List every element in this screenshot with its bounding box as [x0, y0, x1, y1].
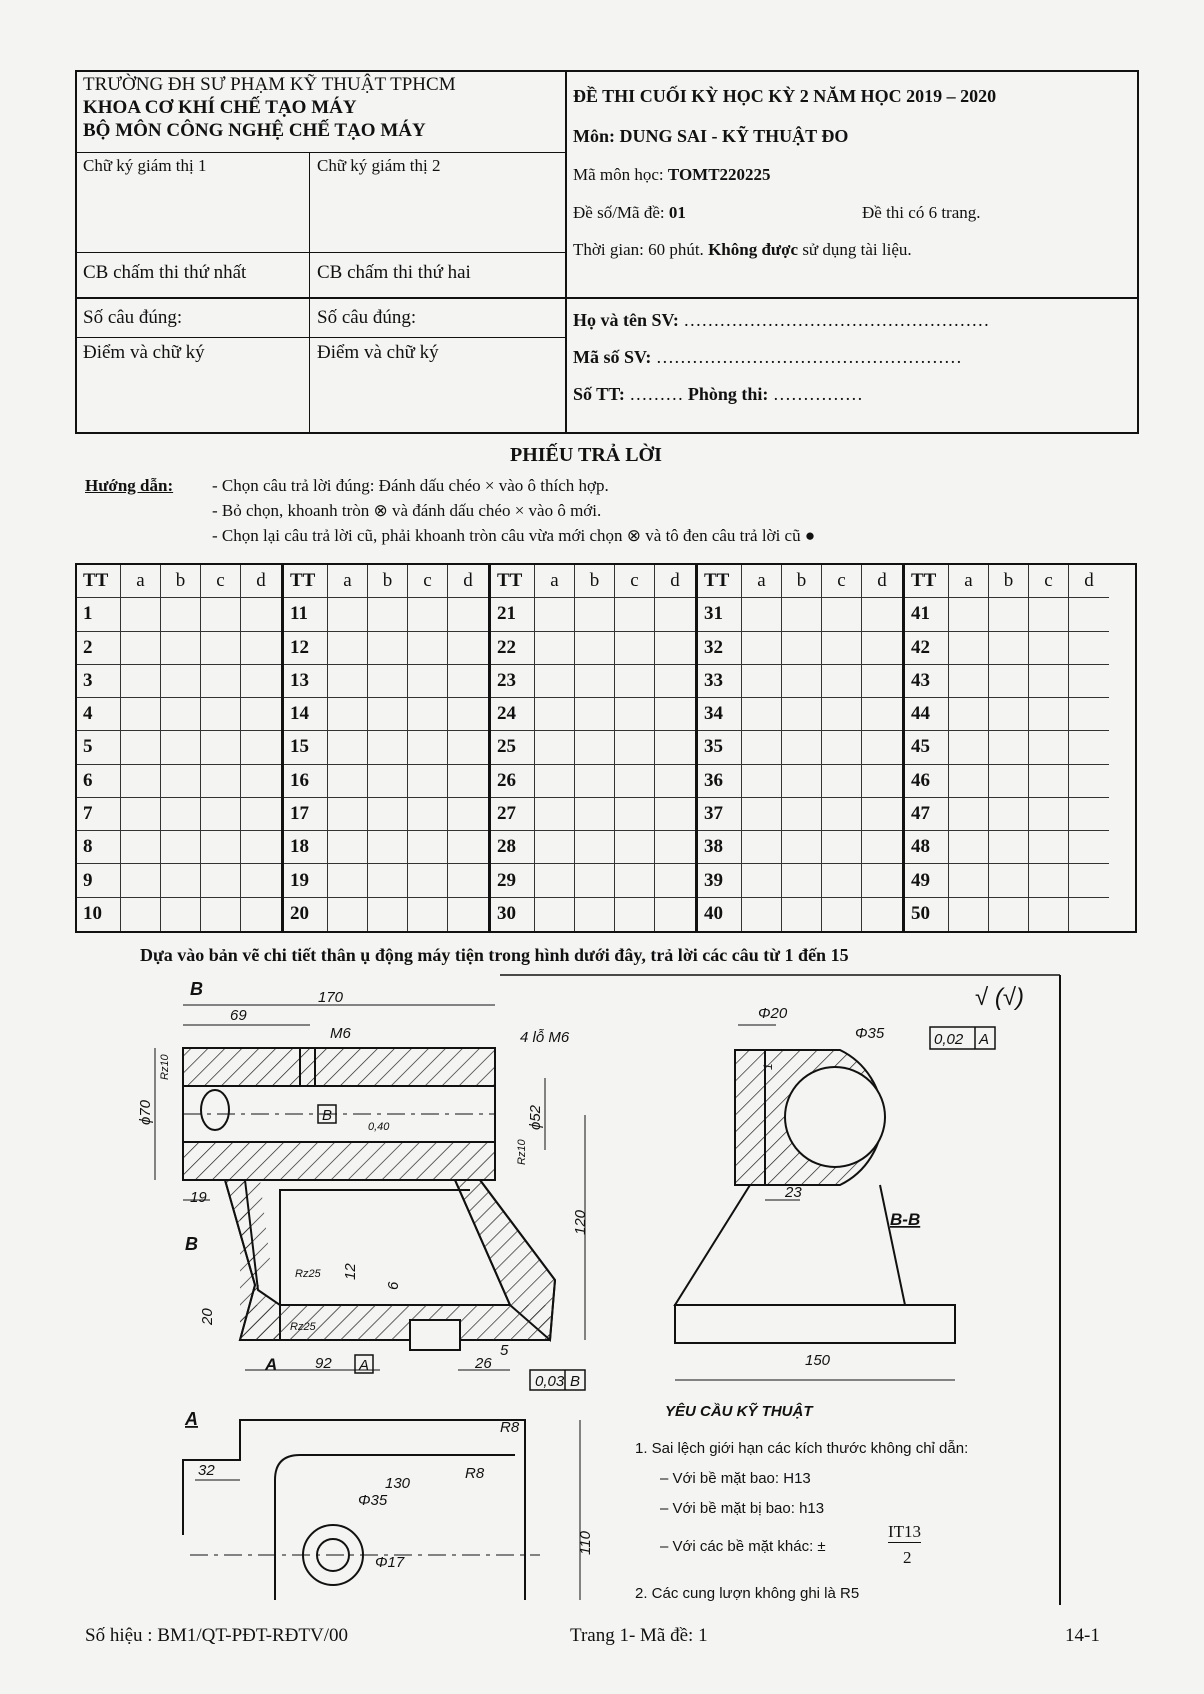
column-header: TT — [77, 565, 121, 598]
rz25-a: Rz25 — [295, 1268, 321, 1280]
correct-count-label-1: Số câu đúng: — [83, 307, 183, 328]
question-number: 30 — [491, 898, 535, 931]
rz25-b: Rz25 — [290, 1321, 316, 1333]
column-header: a — [949, 565, 989, 598]
fraction-numerator: IT13 — [888, 1522, 922, 1541]
column-header: c — [201, 565, 241, 598]
score-label-1: Điểm và chữ ký — [83, 342, 205, 363]
question-number: 8 — [77, 831, 121, 864]
question-number: 3 — [77, 665, 121, 698]
question-number: 4 — [77, 698, 121, 731]
question-number: 18 — [284, 831, 328, 864]
column-header: TT — [491, 565, 535, 598]
dim-32: 32 — [198, 1462, 215, 1479]
question-number: 33 — [698, 665, 742, 698]
student-id-field[interactable]: Mã số SV: …………………………………………… — [573, 347, 962, 367]
question-number: 36 — [698, 765, 742, 798]
question-number: 1 — [77, 598, 121, 631]
faculty-name: KHOA CƠ KHÍ CHẾ TẠO MÁY — [83, 97, 357, 118]
student-name-field[interactable]: Họ và tên SV: …………………………………………… — [573, 310, 990, 330]
section-bb-label: B-B — [890, 1210, 921, 1229]
dim-150: 150 — [805, 1352, 831, 1369]
score-label-2: Điểm và chữ ký — [317, 342, 439, 363]
question-number: 32 — [698, 632, 742, 665]
dim-19: 19 — [190, 1189, 207, 1206]
dim-m6: M6 — [330, 1025, 351, 1042]
column-header: b — [161, 565, 201, 598]
form-code: Số hiệu : BM1/QT-PĐT-RĐTV/00 — [85, 1625, 349, 1646]
column-header: a — [121, 565, 161, 598]
question-number: 41 — [905, 598, 949, 631]
question-number: 46 — [905, 765, 949, 798]
exam-number: Đề số/Mã đề: 01 — [573, 203, 686, 222]
tolerance-003: 0,03 — [535, 1373, 565, 1390]
dim-12: 12 — [342, 1263, 359, 1280]
question-number: 26 — [491, 765, 535, 798]
proctor2-label: Chữ ký giám thị 2 — [317, 156, 441, 175]
question-number: 27 — [491, 798, 535, 831]
requirement-1c: – Với các bề mặt khác: ± — [660, 1538, 826, 1555]
datum-b: B — [322, 1107, 333, 1124]
dim-phi20: Φ20 — [758, 1005, 788, 1022]
question-number: 12 — [284, 632, 328, 665]
question-number: 10 — [77, 898, 121, 931]
subject-name: Môn: DUNG SAI - KỸ THUẬT ĐO — [573, 126, 849, 146]
dim-110: 110 — [577, 1531, 594, 1555]
school-name: TRƯỜNG ĐH SƯ PHẠM KỸ THUẬT TPHCM — [83, 74, 456, 95]
question-number: 5 — [77, 731, 121, 764]
section-b-bottom: B — [185, 1234, 198, 1254]
question-number: 50 — [905, 898, 949, 931]
question-number: 6 — [77, 765, 121, 798]
column-header: b — [575, 565, 615, 598]
requirement-2: 2. Các cung lượn không ghi là R5 — [635, 1585, 860, 1602]
question-number: 28 — [491, 831, 535, 864]
question-number: 34 — [698, 698, 742, 731]
column-header: a — [535, 565, 575, 598]
question-number: 24 — [491, 698, 535, 731]
dim-phi17: Φ17 — [375, 1554, 405, 1571]
exam-title: ĐỀ THI CUỐI KỲ HỌC KỲ 2 NĂM HỌC 2019 – 2020 — [573, 86, 997, 106]
column-header: a — [742, 565, 782, 598]
question-number: 17 — [284, 798, 328, 831]
guide-line-2: - Bỏ chọn, khoanh tròn ⊗ và đánh dấu chéo × vào ô mới. — [212, 501, 602, 520]
question-number: 48 — [905, 831, 949, 864]
dim-holes: 4 lỗ M6 — [520, 1029, 570, 1046]
department-name: BỘ MÔN CÔNG NGHỆ CHẾ TẠO MÁY — [83, 120, 426, 141]
rz10-a: Rz10 — [159, 1054, 171, 1080]
question-number: 14 — [284, 698, 328, 731]
radius-r8-a: R8 — [500, 1419, 520, 1436]
question-number: 42 — [905, 632, 949, 665]
question-number: 13 — [284, 665, 328, 698]
column-header: c — [615, 565, 655, 598]
dim-phi35-view-a: Φ35 — [358, 1492, 388, 1509]
column-header: d — [1069, 565, 1109, 598]
question-number: 23 — [491, 665, 535, 698]
dim-170: 170 — [318, 989, 344, 1006]
time-limit: Thời gian: 60 phút. Không được sử dụng tài liệu. — [573, 240, 912, 259]
dim-phi35: Φ35 — [855, 1025, 885, 1042]
dim-26: 26 — [475, 1355, 492, 1372]
column-header: d — [655, 565, 695, 598]
guide-label: Hướng dẫn: — [85, 476, 174, 495]
column-header: TT — [284, 565, 328, 598]
requirement-1b: – Với bề mặt bị bao: h13 — [660, 1500, 825, 1517]
column-header: d — [862, 565, 902, 598]
course-code: Mã môn học: TOMT220225 — [573, 165, 771, 184]
question-number: 43 — [905, 665, 949, 698]
roughness-040: 0,40 — [368, 1121, 390, 1133]
tolerance-002-ref: A — [979, 1031, 990, 1048]
question-number: 39 — [698, 864, 742, 897]
column-header: a — [328, 565, 368, 598]
question-number: 16 — [284, 765, 328, 798]
tolerance-002: 0,02 — [934, 1031, 964, 1048]
correct-count-label-2: Số câu đúng: — [317, 307, 417, 328]
guide-line-1: - Chọn câu trả lời đúng: Đánh dấu chéo × vào ô thích hợp. — [212, 476, 609, 495]
datum-a: A — [359, 1357, 370, 1374]
question-number: 2 — [77, 632, 121, 665]
column-header: d — [448, 565, 488, 598]
grader2-label: CB chấm thi thứ hai — [317, 262, 471, 283]
column-header: b — [989, 565, 1029, 598]
seat-room-field[interactable]: Số TT: ……… Phòng thi: …………… — [573, 384, 863, 404]
answer-sheet-title: PHIẾU TRẢ LỜI — [510, 444, 662, 466]
question-number: 31 — [698, 598, 742, 631]
requirement-1a: – Với bề mặt bao: H13 — [660, 1470, 811, 1487]
column-header: c — [822, 565, 862, 598]
dim-120: 120 — [572, 1209, 589, 1235]
question-number: 25 — [491, 731, 535, 764]
question-number: 35 — [698, 731, 742, 764]
question-number: 11 — [284, 598, 328, 631]
column-header: c — [1029, 565, 1069, 598]
view-a-arrow: A — [265, 1355, 278, 1374]
dim-1: 1 — [761, 1063, 775, 1070]
roughness-symbol: √ (√) — [975, 984, 1024, 1011]
question-number: 45 — [905, 731, 949, 764]
question-number: 7 — [77, 798, 121, 831]
dim-phi52: ϕ52 — [527, 1104, 544, 1130]
column-header: d — [241, 565, 281, 598]
section-b-top: B — [190, 979, 203, 999]
page-code: 14-1 — [1065, 1625, 1100, 1646]
dim-20: 20 — [199, 1308, 216, 1325]
dim-69: 69 — [230, 1007, 247, 1024]
guide-line-3: - Chọn lại câu trả lời cũ, phải khoanh tròn câu vừa mới chọn ⊗ và tô đen câu trả lời cũ ● — [212, 526, 816, 545]
dim-6: 6 — [385, 1281, 402, 1290]
question-number: 21 — [491, 598, 535, 631]
tolerance-003-ref: B — [570, 1373, 581, 1390]
view-a-label: A — [185, 1409, 198, 1429]
question-number: 15 — [284, 731, 328, 764]
dim-130: 130 — [385, 1475, 411, 1492]
column-header: b — [368, 565, 408, 598]
radius-r8-b: R8 — [465, 1465, 485, 1482]
dim-92: 92 — [315, 1355, 332, 1372]
question-number: 38 — [698, 831, 742, 864]
question-number: 29 — [491, 864, 535, 897]
requirements-title: YÊU CẦU KỸ THUẬT — [665, 1403, 813, 1420]
grader1-label: CB chấm thi thứ nhất — [83, 262, 247, 283]
proctor1-label: Chữ ký giám thị 1 — [83, 156, 207, 175]
question-number: 19 — [284, 864, 328, 897]
column-header: b — [782, 565, 822, 598]
rz10-b: Rz10 — [516, 1139, 528, 1165]
question-number: 9 — [77, 864, 121, 897]
dim-phi70: ϕ70 — [137, 1099, 154, 1125]
drawing-instruction: Dựa vào bản vẽ chi tiết thân ụ động máy tiện trong hình dưới đây, trả lời các câu từ 1 đến 15 — [140, 945, 849, 965]
question-number: 49 — [905, 864, 949, 897]
page-count: Đề thi có 6 trang. — [862, 203, 981, 222]
dim-5: 5 — [500, 1342, 509, 1359]
question-number: 37 — [698, 798, 742, 831]
question-number: 22 — [491, 632, 535, 665]
page-number: Trang 1- Mã đề: 1 — [570, 1625, 708, 1646]
question-number: 44 — [905, 698, 949, 731]
column-header: TT — [698, 565, 742, 598]
fraction-denominator: 2 — [903, 1548, 912, 1567]
question-number: 40 — [698, 898, 742, 931]
column-header: c — [408, 565, 448, 598]
dim-23: 23 — [785, 1184, 802, 1201]
column-header: TT — [905, 565, 949, 598]
requirement-1: 1. Sai lệch giới hạn các kích thước không chỉ dẫn: — [635, 1440, 969, 1457]
question-number: 20 — [284, 898, 328, 931]
question-number: 47 — [905, 798, 949, 831]
